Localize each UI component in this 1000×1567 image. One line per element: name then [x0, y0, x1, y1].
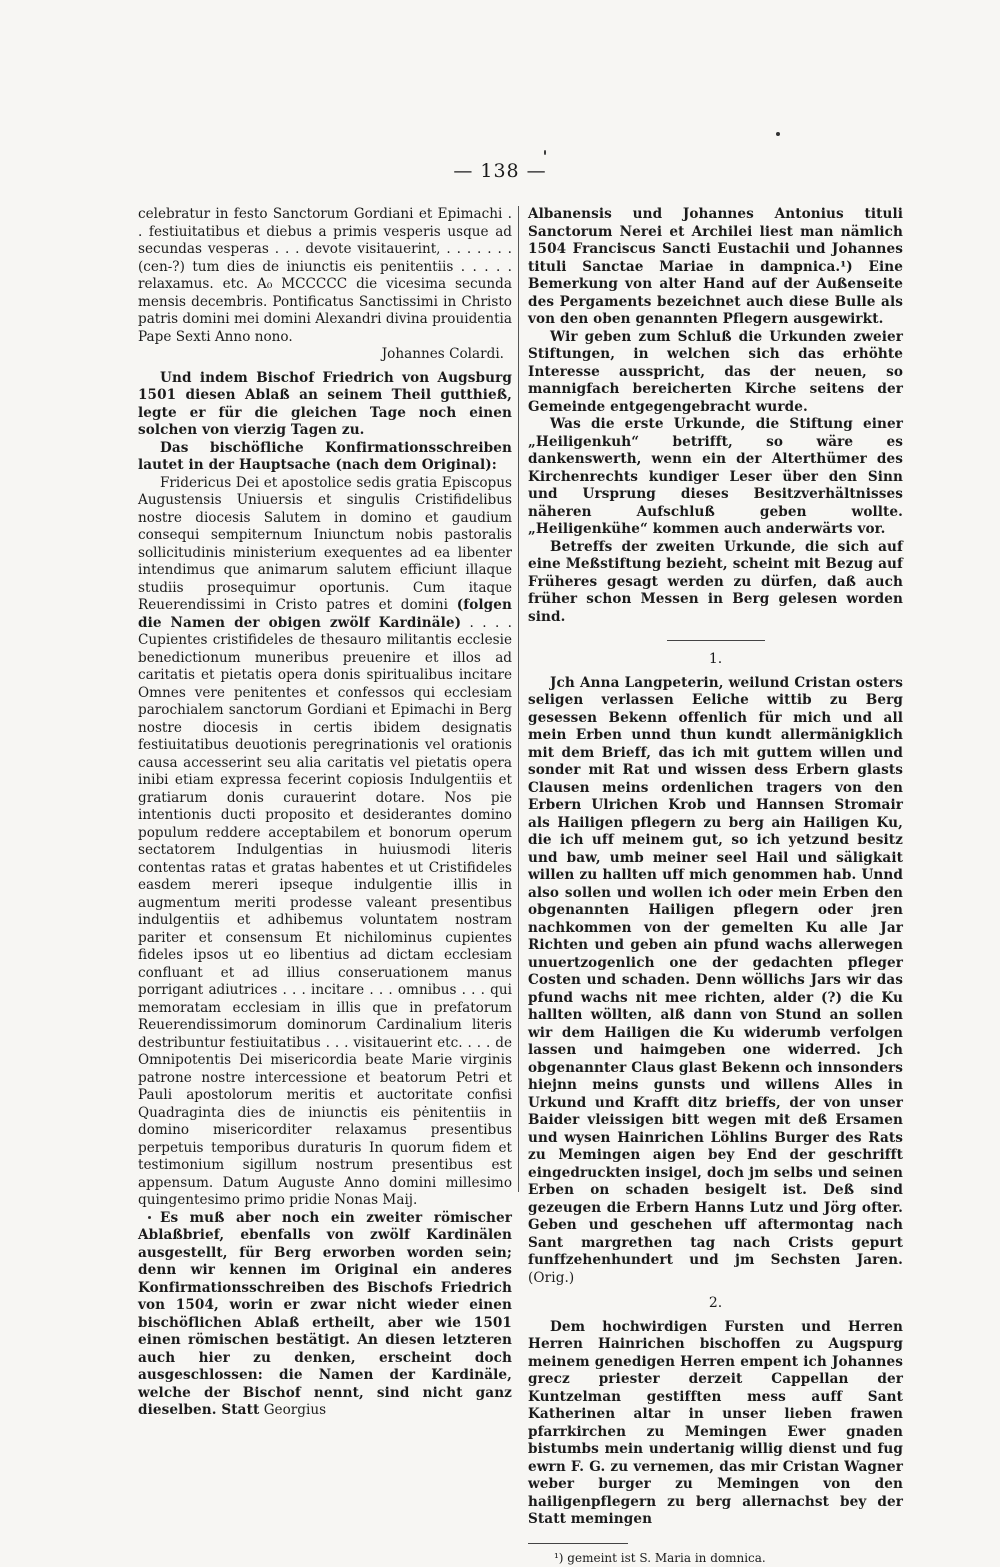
german-paragraph — [138, 1210, 512, 1420]
german-paragraph: Wir geben zum Schluß die Urkunden zweier Stiftungen, in welchen sich das erhöhte Interesse ausspricht, das der neuen, so mannigfach bereicherten Kirche seitens der Gemeinde entgegengebracht wurde. — [528, 329, 903, 417]
latin-text: . . . . Cupientes cristifideles de thesauro militantis ecclesie benedictionum muneribus preuenire et illos ad caritatis et pietatis opera donis spiritualibus incitare Omnes vere penitentes et confessos qui ecclesiam parochialem sanctorum Gordiani et Epimachi in Berg nostre diocesis in certis ibidem designatis festiuitatibus deuotionis peregrinationis vel orationis causa accesserint seu alia caritatis vel pietatis opera inibi etiam expressa fecerint copiosis Indulgentiis et gratiarum donis curauerint dotare. Nos pie intentionis ducti proposito et desiderantes domino populum reddere acceptabilem et bonorum operum sectatorem Indulgentias in huiusmodi literis contentas ratas et gratas habentes et ut Cristifideles easdem mereri ipseque indulgentie illis in augmentum meriti prodesse valeant presentibus indulgentiis et adhibemus voluntatem nostram pariter et consensum Et nichilominus cupientes fideles ipsos ut eo libentius ad dictam ecclesiam confluant et ad illius conseruationem manus porrigant adiutrices . . . incitare . . . omnibus . . . qui memoratam ecclesiam in illis que in prefatorum Reuerendissimorum dominorum Cardinalium literis destribuntur festiuitatibus . . . visitauerint etc. . . . de Omnipotentis Dei misericordia beate Marie virginis patrone nostre intercessione et beatorum Petri et Pauli apostolorum meritis et auctoritate confisi Quadraginta dies de iniunctis eis pėnitentiis in domino misericorditer relaxamus presentibus perpetuis temporibus duraturis In quorum fidem et testimonium sigillum nostrum presentibus est appensum. Datum Auguste Anno domini millesimo quingentesimo primo pridie Nonas Maij. — [138, 615, 512, 1209]
charter-text: Dem hochwirdigen Fursten und Herren Herren Hainrichen bischoffen zu Augspurg meinem genedigen Herren empent ich Johannes grecz priester derzeit Cappellan der Kuntzelman gestifften mess auff Sant Katherinen altar in unser lieben frawen pfarrkirchen zu Memingen Ewer gnaden bistumbs mein undertanig willig dienst und fug ewrn F. G. zu vernemen, das mir Cristan Wagner weber burger zu Memingen von den hailigenpflegern zu berg allernachst bey der Statt memingen — [528, 1319, 903, 1529]
ink-speck — [776, 132, 780, 136]
document-number: 2. — [528, 1295, 903, 1313]
latin-passage: celebratur in festo Sanctorum Gordiani et Epimachi . . festiuitatibus et diebus a primis vesperis usque ad secundas vesperas . . . devote visitauerint, . . . . . . . (cen-?) tum dies de iniunctis eis penitentiis . . . . . relaxamus. etc. A₀ MCCCCC die vicesima secunda mensis decembris. Pontificatus Sanctissimi in Christo patris domini mei domini Alexandri divina prouidentia Pape Sexti Anno nono. — [138, 206, 512, 346]
document-number: 1. — [528, 651, 903, 669]
latin-charter — [138, 475, 512, 1210]
footnote-rule — [528, 1543, 628, 1544]
column-divider — [518, 206, 519, 1192]
left-column — [138, 206, 512, 1420]
german-paragraph: Das bischöfliche Konfirmationsschreiben lautet in der Hauptsache (nach dem Original): — [138, 440, 512, 475]
ink-speck — [544, 150, 546, 155]
right-column — [528, 206, 903, 1567]
signature: Johannes Colardi. — [138, 346, 512, 364]
german-paragraph: Betreffs der zweiten Urkunde, die sich auf eine Meßstiftung bezieht, scheint mit Bezug auf Früheres gesagt werden zu dürfen, daß auch früher schon Messen in Berg gelesen worden sind. — [528, 539, 903, 627]
ink-speck — [148, 1216, 151, 1219]
german-text: Es muß aber noch ein zweiter römischer Ablaßbrief, ebenfalls von zwölf Kardinälen ausgestellt, für Berg erworben worden sein; denn wir kennen im Original ein anderes Konfirmationsschreiben des Bischofs Friedrich von 1504, worin er zwar nicht wieder einen bischöflichen Ablaß ertheilt, aber wie 1501 einen römischen bestätigt. An diesen letzteren auch hier zu denken, erscheint doch ausgeschlossen: die Namen der Kardinäle, welche der Bischof nennt, sind nicht ganz dieselben. Statt — [138, 1210, 512, 1419]
charter-text — [528, 675, 903, 1288]
german-paragraph: Was die erste Urkunde, die Stiftung einer „Heiligenkuh“ betrifft, so wäre es dankenswerth, wenn ein der Alterthümer des Kirchenrechts kundiger Leser über den Sinn und Ursprung dieses Besitzverhältnisses näheren Aufschluß geben wollte. „Heiligenkühe“ kommen auch anderwärts vor. — [528, 416, 903, 539]
section-rule — [667, 640, 765, 641]
charter-body: Jch Anna Langpeterin, weilund Cristan osters seligen verlassen Eeliche wittib zu Berg gesessen Bekenn offenlich für mich und all mein Erben unnd thun kundt allermänigklich mit dem Brieff, das ich mit guttem willen und sonder mit Rat und wissen dess Erbern glasts Clausen meins ordenlichen tragers von den Erbern Ulrichen Krob und Hannsen Stromair als Hailigen pflegern zu berg ain Hailigen Ku, die ich uff meinem gut, so ich yetzund besitz und baw, umb meiner seel Hail und säligkait willen zu hallten uff mich genommen hab. Unnd also sollen und wollen ich oder mein Erben den obgenannten Hailigen pflegern oder jren nachkommen von der gemelten Ku alle Jar Richten und geben ain pfund wachs allerwegen unuertzogenlich one der gedachten pfleger Costen und schaden. Denn wöllichs Jars wir das pfund wachs nit mee richten, alder (?) die Ku hallten wöllten, alß dann von Stund an sollen wir dem Hailigen die Ku widerumb verfolgen lassen und haimgeben one widerred. Jch obgenannter Claus glast Bekenn och innsonders hiejnn meins gunsts und willens Alles in Urkund und Krafft ditz brieffs, der von unser Baider vleissigen bitt wegen mit deß Ersamen und wysen Hainrichen Löhlins Burger des Rats zu Memingen aigen bey End der geschrifft eingedruckten insigel, doch jm selbs und seinen Erben on schaden besigelt ist. Deß sind gezeugen die Erbern Hanns Lutz und Jörg ofter. Geben und geschehen uff aftermontag nach Sant margrethen tag nach Crists gepurt funffzehenhundert und jm Sechsten Jaren. — [528, 675, 903, 1269]
german-inline-note: (folgen die Namen der obigen zwölf Kardinäle) — [138, 597, 512, 631]
german-paragraph: Und indem Bischof Friedrich von Augsburg 1501 diesen Ablaß an seinem Theil gutthieß, legte er für die gleichen Tage noch einen solchen von vierzig Tagen zu. — [138, 370, 512, 440]
source-note: (Orig.) — [528, 1270, 574, 1286]
latin-text: Fridericus Dei et apostolice sedis gratia Episcopus Augustensis Uniuersis et singulis Cristifidelibus nostre diocesis Salutem in domino et gaudium consequi sempiternum Iniunctum nobis pastoralis sollicitudinis ministerium exequentes ad ea libenter intendimus que animarum salutem efficiunt illaque studiis prosequimur oportunis. Cum itaque Reuerendissimi in Cristo patres et domini — [138, 475, 512, 614]
german-paragraph: Albanensis und Johannes Antonius tituli Sanctorum Nerei et Archilei liest man nämlich 1504 Franciscus Sancti Eustachii und Johannes tituli Sanctae Mariae in dampnica.¹) Eine Bemerkung von alter Hand auf der Außenseite des Pergaments bezeichnet auch diese Bulle als von den oben genannten Pflegern ausgewirkt. — [528, 206, 903, 329]
page-number: — 138 — — [0, 160, 1000, 182]
latin-text: Georgius — [264, 1402, 326, 1418]
footnote: ¹) gemeint ist S. Maria in domnica. — [528, 1550, 903, 1567]
